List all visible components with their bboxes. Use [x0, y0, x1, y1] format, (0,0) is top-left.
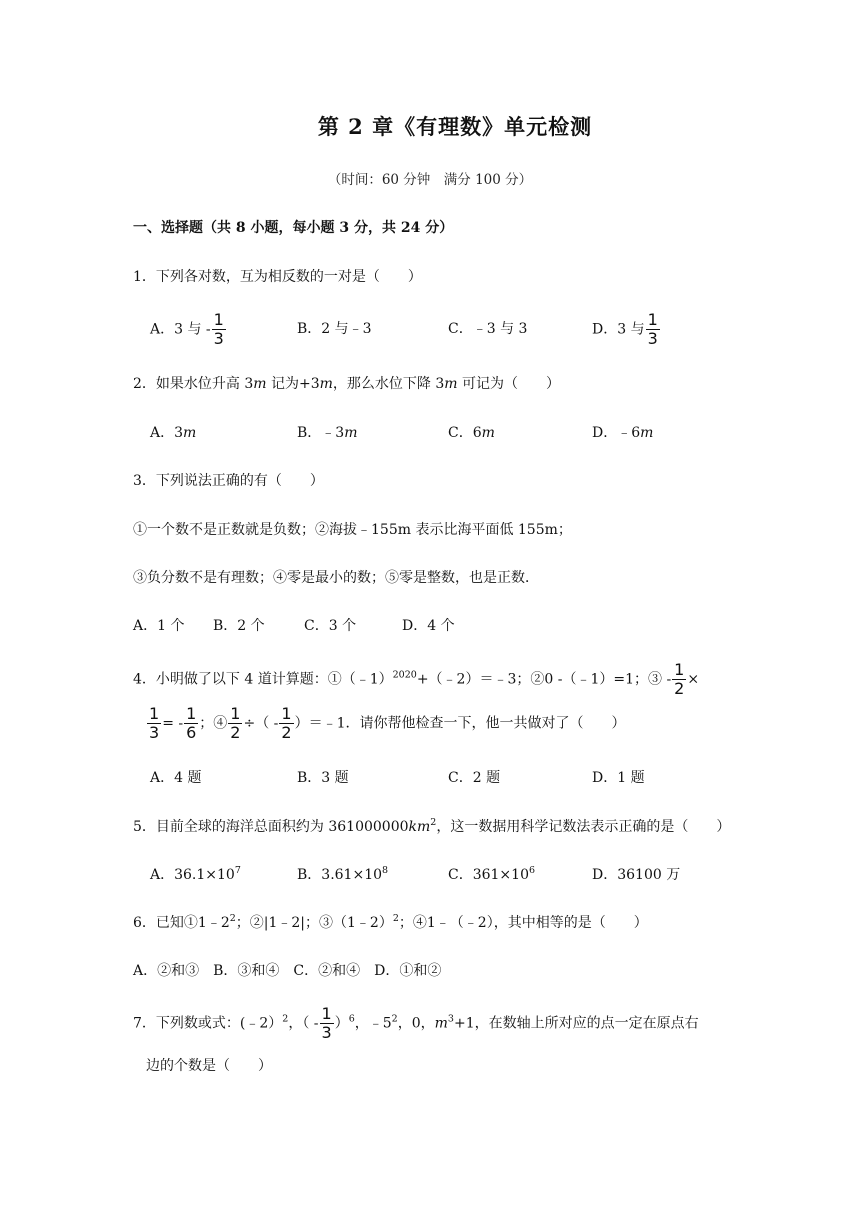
question-4-option-d[interactable]: D．1 题 — [592, 770, 645, 786]
question-5-option-a[interactable]: A．$36.1\times 10^7$ — [150, 865, 241, 883]
page-subtitle: （时间：60 分钟 满分 100 分） — [327, 172, 533, 188]
question-6-stem: 6．已知$①1﹣2^2$；②|1﹣2|；③（1﹣2）$^2$；④1﹣（﹣2），其中相等的是（ ） — [133, 913, 648, 931]
question-7-stem-line-2: 边的个数是（ ） — [146, 1058, 272, 1074]
fraction: $\frac{1}{2}$ — [281, 704, 292, 742]
question-2-stem: 2．如果水位升高 3m 记为+3m，那么水位下降 3m 可记为（ ） — [133, 376, 561, 392]
page-title: 第 2 章《有理数》单元检测 — [317, 114, 593, 139]
question-3-option-b[interactable]: B．2 个 — [213, 618, 265, 634]
question-5-option-c[interactable]: C．$361\times 10^6$ — [448, 865, 536, 883]
question-4-stem-line-2: $\frac{1}{3}$ = - $\frac{1}{6}$ ；④ $\frac{1}{2}$ ÷（ - $\frac{1}{2}$ ）＝﹣1．请你帮他检查一下，他一共做对了（ ） — [149, 704, 626, 742]
question-4-option-c[interactable]: C．2 题 — [448, 770, 501, 786]
question-2-option-b[interactable]: B．﹣3m — [297, 425, 358, 441]
question-4-option-a[interactable]: A．4 题 — [150, 770, 202, 786]
question-3-statement-line-2: ③负分数不是有理数；④零是最小的数；⑤零是整数，也是正数． — [133, 570, 539, 586]
fraction: $\frac{1}{6}$ — [186, 704, 197, 742]
option-d-text: D．3 与 — [592, 321, 645, 338]
section-heading: 一、选择题（共 8 小题，每小题 3 分，共 24 分） — [133, 220, 454, 236]
fraction: $\frac{1}{3}$ — [321, 1004, 332, 1042]
fraction: $\frac{1}{2}$ — [230, 704, 241, 742]
question-3-stem: 3．下列说法正确的有（ ） — [133, 473, 324, 489]
question-2-option-d[interactable]: D．﹣6m — [592, 425, 654, 441]
question-1-option-d[interactable] — [592, 312, 661, 347]
question-7-stem-line-1: 7．下列数或式：(﹣2）$^2$，（ - $\frac{1}{3}$ ）$^6$，$﹣5^2$，0，$m^3+1$，在数轴上所对应的点一定在原点右 — [133, 1004, 699, 1042]
question-5-option-d[interactable]: D．36100 万 — [592, 867, 681, 883]
question-1-option-b[interactable]: B．2 与﹣3 — [297, 321, 372, 337]
question-3-statement-line-1: ①一个数不是正数就是负数；②海拔﹣155m 表示比海平面低 155m； — [133, 522, 572, 538]
question-1-option-c[interactable]: C．﹣3 与 3 — [448, 321, 528, 337]
fraction: $\frac{1}{2}$ — [674, 660, 685, 698]
question-3-option-a[interactable]: A．1 个 — [133, 618, 185, 634]
option-a-text: A．3 与 - — [150, 321, 211, 338]
fraction: $\frac{1}{3}$ — [213, 310, 224, 348]
fraction: $\frac{1}{3}$ — [149, 704, 160, 742]
question-2-option-a[interactable]: A．3m — [150, 425, 197, 441]
question-4-option-b[interactable]: B．3 题 — [297, 770, 349, 786]
question-2-option-c[interactable]: C．6m — [448, 425, 495, 441]
fraction: $\frac{1}{3}$ — [647, 310, 658, 348]
question-1-option-a[interactable] — [150, 312, 227, 347]
question-1-stem: 1．下列各对数，互为相反数的一对是（ ） — [133, 269, 422, 285]
question-5-option-b[interactable]: B．$3.61\times 10^8$ — [297, 865, 389, 883]
question-3-option-d[interactable]: D．4 个 — [402, 618, 455, 634]
question-5-stem: 5．目前全球的海洋总面积约为 $361000000km^2$，这一数据用科学记数法表示正确的是（ ） — [133, 817, 731, 835]
question-3-option-c[interactable]: C．3 个 — [304, 618, 357, 634]
question-4-stem-line-1: 4．小明做了以下 4 道计算题：①（﹣1）$^{2020}$+（﹣2）＝﹣3；②0 -（﹣1）=1；③ - $\frac{1}{2}$ × — [133, 660, 700, 698]
question-6-options[interactable]: A．②和③ B．③和④ C．②和④ D．①和② — [133, 963, 442, 979]
